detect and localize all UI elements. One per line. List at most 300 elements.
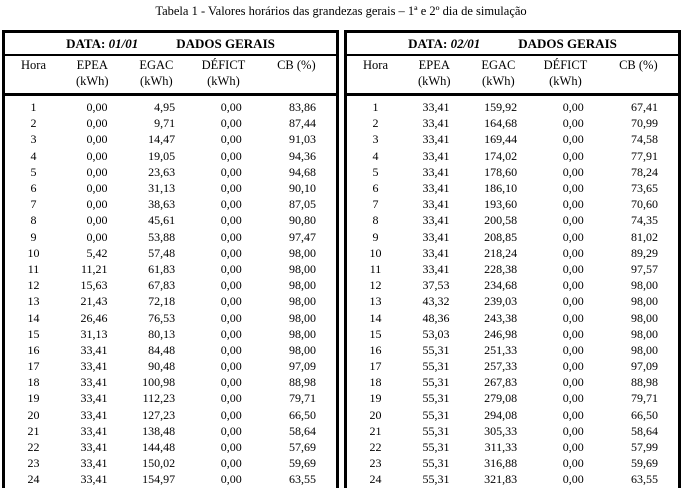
table-row — [4, 131, 338, 147]
value-cell: 267,83 — [484, 375, 518, 390]
value-cell: 0,00 — [562, 245, 584, 260]
value-cell: 97,09 — [289, 359, 316, 374]
value-cell: 59,69 — [631, 456, 658, 471]
table-row — [4, 164, 338, 180]
value-cell: 200,58 — [484, 213, 518, 228]
column-header — [346, 55, 405, 95]
value-cell: 164,68 — [484, 116, 518, 131]
table-row — [346, 277, 680, 293]
value-cell: 15,63 — [80, 278, 108, 293]
column-header — [123, 55, 191, 95]
value-cell: 33,41 — [80, 456, 108, 471]
value-cell: 0,00 — [220, 197, 242, 212]
value-cell: 61,83 — [148, 261, 176, 276]
table-row — [346, 326, 680, 342]
hora-cell: 23 — [369, 456, 382, 471]
value-cell: 57,99 — [631, 440, 658, 455]
hora-cell: 9 — [30, 229, 37, 244]
hora-cell: 14 — [27, 310, 40, 325]
value-cell: 98,00 — [631, 310, 658, 325]
column-label: Hora — [363, 58, 388, 72]
data-value: 02/01 — [450, 35, 481, 51]
value-cell: 0,00 — [562, 148, 584, 163]
table-caption: Tabela 1 - Valores horários das grandezas gerais – 1ª e 2º dia de simulação — [155, 4, 527, 18]
value-cell: 98,00 — [631, 326, 658, 341]
table-day1 — [2, 30, 339, 488]
column-header — [404, 55, 465, 95]
value-cell: 87,05 — [289, 197, 316, 212]
hora-cell: 4 — [30, 148, 37, 163]
value-cell: 74,58 — [631, 132, 658, 147]
value-cell: 316,88 — [484, 456, 518, 471]
value-cell: 89,29 — [631, 245, 658, 260]
column-header — [257, 55, 338, 95]
hora-cell: 8 — [372, 213, 379, 228]
value-cell: 98,00 — [289, 342, 316, 357]
value-cell: 208,85 — [484, 229, 518, 244]
hora-cell: 16 — [369, 342, 382, 357]
value-cell: 0,00 — [562, 164, 584, 179]
value-cell: 33,41 — [80, 391, 108, 406]
value-cell: 234,68 — [484, 278, 518, 293]
value-cell: 0,00 — [220, 100, 242, 115]
table-row — [4, 245, 338, 261]
value-cell: 159,92 — [484, 100, 518, 115]
value-cell: 31,13 — [148, 181, 176, 196]
data-value: 01/01 — [108, 35, 139, 51]
value-cell: 112,23 — [142, 391, 176, 406]
hora-cell: 20 — [27, 407, 40, 422]
hora-cell: 12 — [27, 278, 40, 293]
value-cell: 321,83 — [484, 472, 518, 487]
hora-cell: 7 — [372, 197, 379, 212]
value-cell: 0,00 — [562, 472, 584, 487]
value-cell: 257,33 — [484, 359, 518, 374]
value-cell: 87,44 — [289, 116, 316, 131]
value-cell: 0,00 — [562, 375, 584, 390]
value-cell: 33,41 — [80, 375, 108, 390]
table-row — [4, 180, 338, 196]
value-cell: 37,53 — [422, 278, 450, 293]
table-row — [346, 115, 680, 131]
value-cell: 81,02 — [631, 229, 658, 244]
value-cell: 33,41 — [422, 116, 450, 131]
value-cell: 0,00 — [562, 391, 584, 406]
value-cell: 0,00 — [562, 132, 584, 147]
value-cell: 0,00 — [86, 100, 108, 115]
column-unit: (kWh) — [140, 73, 173, 88]
value-cell: 33,41 — [80, 342, 108, 357]
value-cell: 14,47 — [148, 132, 176, 147]
value-cell: 63,55 — [631, 472, 658, 487]
table-row — [4, 455, 338, 471]
table-row — [346, 342, 680, 358]
value-cell: 97,09 — [631, 359, 658, 374]
column-label: EPEA — [418, 58, 450, 72]
value-cell: 33,41 — [80, 407, 108, 422]
value-cell: 88,98 — [289, 375, 316, 390]
hora-cell: 11 — [369, 261, 382, 276]
value-cell: 0,00 — [220, 132, 242, 147]
value-cell: 90,48 — [148, 359, 176, 374]
value-cell: 193,60 — [484, 197, 518, 212]
value-cell: 0,00 — [562, 261, 584, 276]
value-cell: 0,00 — [86, 229, 108, 244]
hora-cell: 5 — [372, 164, 379, 179]
value-cell: 21,43 — [80, 294, 108, 309]
table-row — [4, 471, 338, 488]
hora-cell: 10 — [27, 245, 40, 260]
table-row — [4, 196, 338, 212]
hora-cell: 14 — [369, 310, 382, 325]
value-cell: 239,03 — [484, 294, 518, 309]
value-cell: 11,21 — [80, 261, 108, 276]
value-cell: 0,00 — [220, 472, 242, 487]
value-cell: 67,41 — [631, 100, 658, 115]
value-cell: 58,64 — [631, 423, 658, 438]
value-cell: 0,00 — [562, 359, 584, 374]
column-unit: (kWh) — [482, 73, 515, 88]
value-cell: 246,98 — [484, 326, 518, 341]
table-day2 — [344, 30, 681, 488]
value-cell: 218,24 — [484, 245, 518, 260]
value-cell: 73,65 — [631, 181, 658, 196]
value-cell: 0,00 — [86, 132, 108, 147]
value-cell: 0,00 — [220, 310, 242, 325]
column-label: DÉFICT — [543, 58, 588, 72]
column-unit: (kWh) — [417, 73, 451, 88]
table-row — [4, 342, 338, 358]
value-cell: 58,64 — [289, 423, 316, 438]
value-cell: 0,00 — [86, 213, 108, 228]
table-row — [346, 148, 680, 164]
value-cell: 0,00 — [562, 229, 584, 244]
hora-cell: 17 — [27, 359, 40, 374]
value-cell: 0,00 — [86, 164, 108, 179]
table-row — [4, 407, 338, 423]
table-row — [4, 277, 338, 293]
value-cell: 88,98 — [631, 375, 658, 390]
hora-cell: 19 — [369, 391, 382, 406]
value-cell: 70,99 — [631, 116, 658, 131]
hora-cell: 22 — [369, 440, 382, 455]
value-cell: 74,35 — [631, 213, 658, 228]
data-date — [66, 36, 138, 52]
table-title-row — [4, 32, 338, 56]
value-cell: 33,41 — [80, 359, 108, 374]
hora-cell: 12 — [369, 278, 382, 293]
table-row — [346, 245, 680, 261]
value-cell: 0,00 — [220, 391, 242, 406]
value-cell: 45,61 — [148, 213, 176, 228]
value-cell: 0,00 — [562, 294, 584, 309]
table-title-row — [346, 32, 680, 56]
value-cell: 279,08 — [484, 391, 518, 406]
value-cell: 90,80 — [289, 213, 316, 228]
table-row — [346, 212, 680, 228]
hora-cell: 23 — [27, 456, 40, 471]
hora-cell: 9 — [372, 229, 379, 244]
value-cell: 33,41 — [422, 229, 450, 244]
value-cell: 55,31 — [422, 342, 450, 357]
value-cell: 0,00 — [220, 213, 242, 228]
value-cell: 243,38 — [484, 310, 518, 325]
value-cell: 0,00 — [562, 213, 584, 228]
table-row — [346, 180, 680, 196]
column-header — [190, 55, 257, 95]
tables-container — [2, 30, 682, 488]
value-cell: 33,41 — [422, 132, 450, 147]
value-cell: 186,10 — [484, 181, 518, 196]
value-cell: 0,00 — [562, 342, 584, 357]
value-cell: 48,36 — [422, 310, 450, 325]
value-cell: 169,44 — [484, 132, 518, 147]
value-cell: 305,33 — [484, 423, 518, 438]
value-cell: 55,31 — [422, 391, 450, 406]
hora-cell: 8 — [30, 213, 37, 228]
value-cell: 0,00 — [86, 148, 108, 163]
value-cell: 100,98 — [142, 375, 176, 390]
value-cell: 57,48 — [148, 245, 176, 260]
value-cell: 144,48 — [142, 440, 176, 455]
value-cell: 83,86 — [289, 100, 316, 115]
hora-cell: 17 — [369, 359, 382, 374]
hora-cell: 6 — [30, 181, 37, 196]
table-title-cell — [346, 32, 680, 56]
value-cell: 98,00 — [289, 310, 316, 325]
table-row — [346, 261, 680, 277]
value-cell: 67,83 — [148, 278, 176, 293]
value-cell: 311,33 — [484, 440, 518, 455]
table-row — [346, 164, 680, 180]
value-cell: 33,41 — [422, 148, 450, 163]
column-label: DÉFICT — [201, 58, 246, 72]
hora-cell: 5 — [30, 164, 37, 179]
table-row — [4, 326, 338, 342]
value-cell: 228,38 — [484, 261, 518, 276]
value-cell: 19,05 — [148, 148, 176, 163]
hora-cell: 21 — [27, 423, 40, 438]
value-cell: 0,00 — [220, 261, 242, 276]
value-cell: 4,95 — [154, 100, 176, 115]
hora-cell: 7 — [30, 197, 37, 212]
table-body-day1 — [4, 95, 338, 488]
table-row — [346, 358, 680, 374]
table-row — [346, 196, 680, 212]
value-cell: 0,00 — [562, 423, 584, 438]
value-cell: 0,00 — [220, 359, 242, 374]
value-cell: 0,00 — [562, 440, 584, 455]
value-cell: 0,00 — [562, 407, 584, 422]
value-cell: 70,60 — [631, 197, 658, 212]
column-unit: (kWh) — [549, 73, 582, 88]
value-cell: 90,10 — [289, 181, 316, 196]
hora-cell: 1 — [372, 100, 379, 115]
column-label: EGAC — [139, 58, 174, 72]
table-row — [346, 131, 680, 147]
value-cell: 0,00 — [86, 197, 108, 212]
value-cell: 251,33 — [484, 342, 518, 357]
value-cell: 80,13 — [148, 326, 176, 341]
table-row — [4, 374, 338, 390]
value-cell: 26,46 — [80, 310, 108, 325]
column-header — [599, 55, 680, 95]
value-cell: 0,00 — [220, 440, 242, 455]
value-cell: 33,41 — [422, 100, 450, 115]
table-row — [346, 471, 680, 488]
value-cell: 98,00 — [289, 261, 316, 276]
value-cell: 150,02 — [142, 456, 176, 471]
value-cell: 98,00 — [289, 294, 316, 309]
hora-cell: 20 — [369, 407, 382, 422]
hora-cell: 4 — [372, 148, 379, 163]
value-cell: 0,00 — [220, 294, 242, 309]
table-row — [346, 309, 680, 325]
value-cell: 33,41 — [422, 164, 450, 179]
hora-cell: 1 — [30, 100, 37, 115]
value-cell: 0,00 — [220, 278, 242, 293]
value-cell: 0,00 — [562, 197, 584, 212]
value-cell: 55,31 — [422, 375, 450, 390]
column-label: EGAC — [481, 58, 516, 72]
value-cell: 0,00 — [86, 181, 108, 196]
hora-cell: 21 — [369, 423, 382, 438]
value-cell: 72,18 — [148, 294, 176, 309]
value-cell: 98,00 — [631, 342, 658, 357]
value-cell: 0,00 — [562, 181, 584, 196]
table-row — [4, 439, 338, 455]
value-cell: 0,00 — [220, 181, 242, 196]
table-row — [4, 95, 338, 116]
hora-cell: 24 — [27, 472, 40, 487]
value-cell: 0,00 — [220, 342, 242, 357]
table-row — [4, 423, 338, 439]
table-row — [346, 407, 680, 423]
hora-cell: 11 — [27, 261, 40, 276]
value-cell: 0,00 — [220, 148, 242, 163]
table-row — [346, 293, 680, 309]
hora-cell: 13 — [369, 294, 382, 309]
value-cell: 55,31 — [422, 472, 450, 487]
value-cell: 0,00 — [562, 456, 584, 471]
hora-cell: 16 — [27, 342, 40, 357]
value-cell: 94,36 — [289, 148, 316, 163]
value-cell: 53,88 — [148, 229, 176, 244]
value-cell: 97,57 — [631, 261, 658, 276]
value-cell: 5,42 — [86, 245, 108, 260]
value-cell: 55,31 — [422, 423, 450, 438]
value-cell: 0,00 — [220, 116, 242, 131]
hora-cell: 6 — [372, 181, 379, 196]
value-cell: 9,71 — [154, 116, 176, 131]
section-label: DADOS GERAIS — [176, 35, 275, 51]
column-label: EPEA — [76, 58, 108, 72]
value-cell: 127,23 — [142, 407, 176, 422]
value-cell: 33,41 — [422, 181, 450, 196]
value-cell: 178,60 — [484, 164, 518, 179]
value-cell: 59,69 — [289, 456, 316, 471]
value-cell: 138,48 — [142, 423, 176, 438]
value-cell: 98,00 — [631, 278, 658, 293]
value-cell: 0,00 — [220, 229, 242, 244]
value-cell: 174,02 — [484, 148, 518, 163]
value-cell: 23,63 — [148, 164, 176, 179]
value-cell: 0,00 — [562, 310, 584, 325]
table-row — [346, 455, 680, 471]
table-row — [346, 390, 680, 406]
value-cell: 55,31 — [422, 440, 450, 455]
value-cell: 94,68 — [289, 164, 316, 179]
hora-cell: 13 — [27, 294, 40, 309]
value-cell: 91,03 — [289, 132, 316, 147]
hora-cell: 18 — [369, 375, 382, 390]
value-cell: 98,00 — [289, 278, 316, 293]
value-cell: 33,41 — [422, 213, 450, 228]
table-row — [4, 148, 338, 164]
value-cell: 55,31 — [422, 359, 450, 374]
table-row — [4, 212, 338, 228]
value-cell: 0,00 — [220, 456, 242, 471]
value-cell: 84,48 — [148, 342, 176, 357]
value-cell: 33,41 — [422, 197, 450, 212]
hora-cell: 18 — [27, 375, 40, 390]
table-row — [4, 293, 338, 309]
value-cell: 33,41 — [80, 472, 108, 487]
table-row — [4, 115, 338, 131]
value-cell: 0,00 — [562, 116, 584, 131]
value-cell: 0,00 — [220, 407, 242, 422]
value-cell: 78,24 — [631, 164, 658, 179]
hora-cell: 15 — [27, 326, 40, 341]
value-cell: 66,50 — [631, 407, 658, 422]
value-cell: 33,41 — [422, 261, 450, 276]
value-cell: 0,00 — [220, 245, 242, 260]
column-header — [465, 55, 533, 95]
table-row — [4, 309, 338, 325]
hora-cell: 19 — [27, 391, 40, 406]
value-cell: 0,00 — [220, 326, 242, 341]
data-date — [408, 36, 480, 52]
section-label: DADOS GERAIS — [518, 35, 617, 51]
table-row — [4, 261, 338, 277]
column-label: Hora — [21, 58, 46, 72]
value-cell: 43,32 — [422, 294, 450, 309]
hora-cell: 22 — [27, 440, 40, 455]
value-cell: 66,50 — [289, 407, 316, 422]
value-cell: 33,41 — [422, 245, 450, 260]
value-cell: 76,53 — [148, 310, 176, 325]
value-cell: 0,00 — [86, 116, 108, 131]
value-cell: 0,00 — [220, 423, 242, 438]
value-cell: 98,00 — [289, 326, 316, 341]
table-row — [4, 229, 338, 245]
value-cell: 79,71 — [289, 391, 316, 406]
table-row — [346, 439, 680, 455]
value-cell: 97,47 — [289, 229, 316, 244]
value-cell: 31,13 — [80, 326, 108, 341]
value-cell: 33,41 — [80, 423, 108, 438]
value-cell: 53,03 — [422, 326, 450, 341]
value-cell: 0,00 — [562, 278, 584, 293]
value-cell: 0,00 — [562, 326, 584, 341]
value-cell: 154,97 — [142, 472, 176, 487]
column-header — [4, 55, 63, 95]
hora-cell: 2 — [30, 116, 37, 131]
column-unit: (kWh) — [207, 73, 240, 88]
hora-cell: 10 — [369, 245, 382, 260]
table-row — [4, 358, 338, 374]
value-cell: 55,31 — [422, 407, 450, 422]
